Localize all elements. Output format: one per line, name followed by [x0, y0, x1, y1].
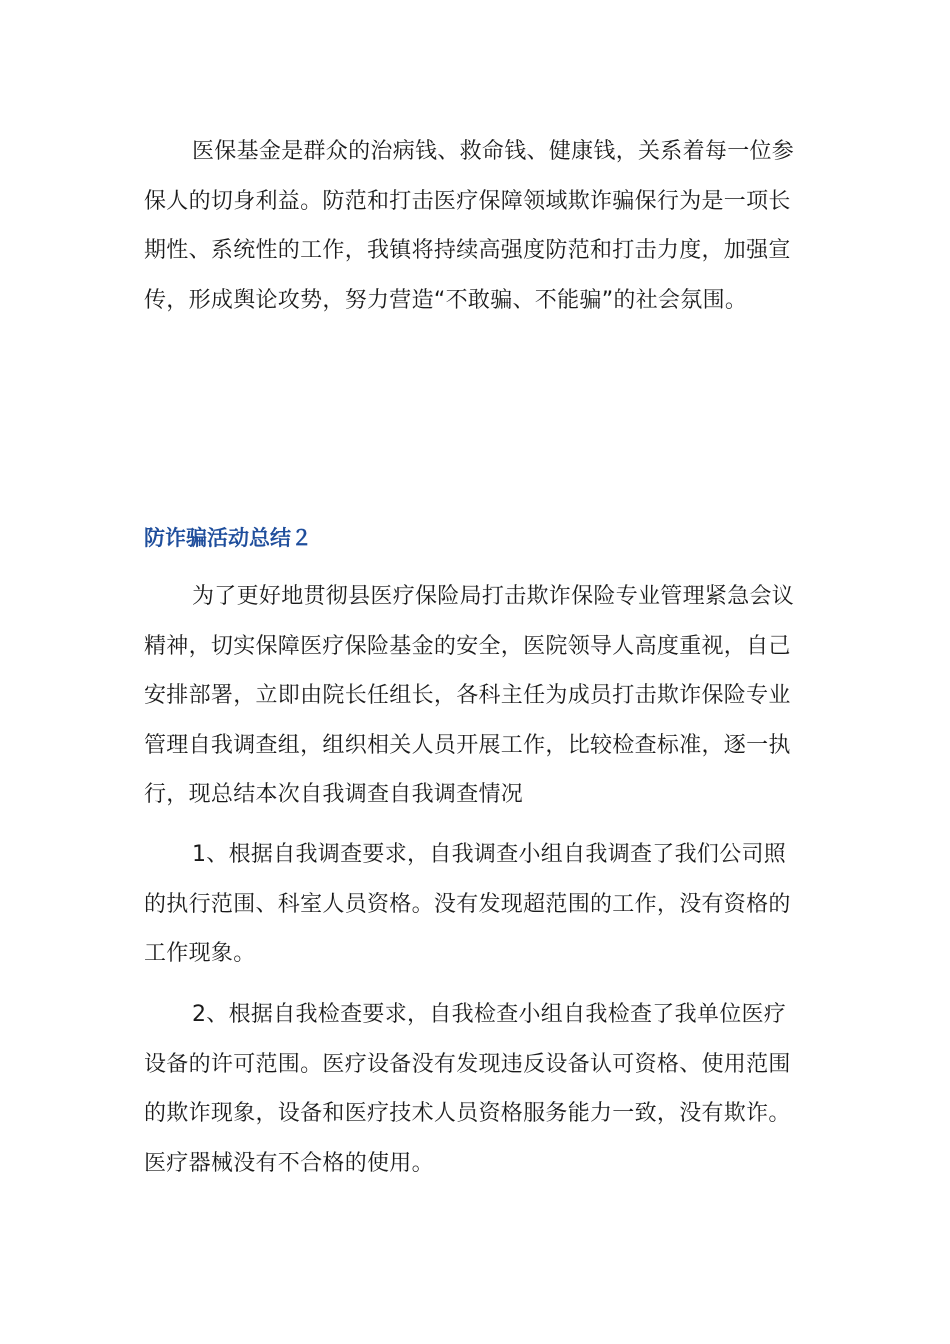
intro-paragraph: 医保基金是群众的治病钱、救命钱、健康钱，关系着每一位参保人的切身利益。防范和打击医疗保障领域欺诈骗保行为是一项长期性、系统性的工作，我镇将持续高强度防范和打击力度，加强宣传，形成舆论攻势，努力营造“不敢骗、不能骗”的社会氛围。: [144, 139, 795, 313]
body-paragraph-1: 为了更好地贯彻县医疗保险局打击欺诈保险专业管理紧急会议精神，切实保障医疗保险基金的安全，医院领导人高度重视，自己安排部署，立即由院长任组长，各科主任为成员打击欺诈保险专业管理自我调查组，组织相关人员开展工作，比较检查标准，逐一执行，现总结本次自我调查自我调查情况: [144, 584, 795, 807]
body-paragraph-2: 1、根据自我调查要求，自我调查小组自我调查了我们公司照的执行范围、科室人员资格。没有发现超范围的工作，没有资格的工作现象。: [144, 842, 791, 966]
body-paragraph-3: 2、根据自我检查要求，自我检查小组自我检查了我单位医疗设备的许可范围。医疗设备没有发现违反设备认可资格、使用范围的欺诈现象，设备和医疗技术人员资格服务能力一致，没有欺诈。医疗器械没有不合格的使用。: [144, 1002, 791, 1176]
section-heading: 防诈骗活动总结２: [144, 526, 312, 550]
